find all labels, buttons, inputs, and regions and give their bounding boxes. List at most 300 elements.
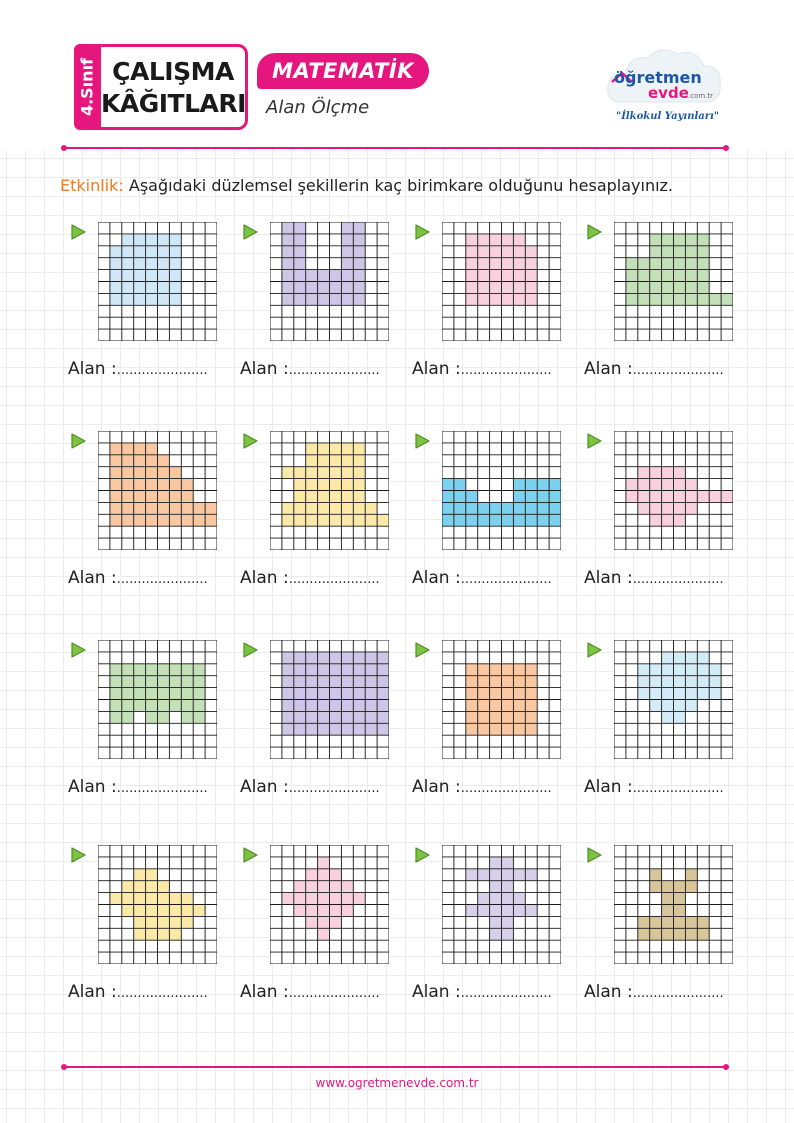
- area-answer-field[interactable]: [584, 568, 724, 588]
- area-label: Alan :: [240, 359, 289, 379]
- shaded-unit-square: [306, 664, 318, 676]
- exercise-card: [584, 431, 754, 631]
- shaded-unit-square: [353, 893, 365, 905]
- area-label: Alan :: [412, 982, 461, 1002]
- shaded-unit-square: [318, 664, 330, 676]
- area-blank-line[interactable]: ......................: [632, 363, 724, 378]
- shaded-unit-square: [330, 502, 342, 514]
- shaded-unit-square: [294, 293, 306, 305]
- area-answer-field[interactable]: [412, 568, 552, 588]
- shaded-unit-square: [282, 246, 294, 258]
- shaded-unit-square: [490, 293, 502, 305]
- shaded-unit-square: [306, 676, 318, 688]
- shaded-unit-square: [454, 514, 466, 526]
- shaded-unit-square: [513, 258, 525, 270]
- shaded-unit-square: [134, 514, 146, 526]
- shaded-unit-square: [674, 246, 686, 258]
- shaded-unit-square: [513, 491, 525, 503]
- shaded-unit-square: [650, 688, 662, 700]
- shaded-unit-square: [478, 711, 490, 723]
- area-blank-line[interactable]: ......................: [116, 572, 208, 587]
- shaded-unit-square: [306, 652, 318, 664]
- shaded-unit-square: [513, 700, 525, 712]
- shaded-unit-square: [353, 652, 365, 664]
- shaded-unit-square: [330, 293, 342, 305]
- shaded-unit-square: [318, 928, 330, 940]
- shaded-unit-square: [377, 723, 389, 735]
- shaded-unit-square: [134, 491, 146, 503]
- shaded-unit-square: [466, 234, 478, 246]
- shaded-unit-square: [341, 711, 353, 723]
- area-blank-line[interactable]: ......................: [116, 363, 208, 378]
- shaded-unit-square: [478, 502, 490, 514]
- shaded-unit-square: [158, 893, 170, 905]
- shaded-unit-square: [466, 491, 478, 503]
- shaded-unit-square: [146, 270, 158, 282]
- shaded-unit-square: [294, 222, 306, 234]
- shaded-unit-square: [146, 258, 158, 270]
- shaded-unit-square: [697, 234, 709, 246]
- shaded-unit-square: [169, 491, 181, 503]
- shaded-unit-square: [318, 688, 330, 700]
- exercise-card: [412, 640, 582, 840]
- shaded-unit-square: [685, 664, 697, 676]
- shaded-unit-square: [158, 881, 170, 893]
- area-answer-field[interactable]: [240, 568, 380, 588]
- shaded-unit-square: [490, 916, 502, 928]
- shaded-unit-square: [341, 246, 353, 258]
- shaded-unit-square: [638, 479, 650, 491]
- shaded-unit-square: [490, 905, 502, 917]
- shaded-unit-square: [697, 664, 709, 676]
- shaded-unit-square: [662, 905, 674, 917]
- shaded-unit-square: [353, 700, 365, 712]
- shaded-unit-square: [181, 688, 193, 700]
- shaded-unit-square: [146, 916, 158, 928]
- shaded-unit-square: [110, 700, 122, 712]
- grade-tab: [74, 44, 100, 130]
- exercise-card: [240, 222, 410, 422]
- shaded-unit-square: [490, 700, 502, 712]
- shaded-unit-square: [134, 881, 146, 893]
- shaded-unit-square: [330, 723, 342, 735]
- shaded-unit-square: [146, 711, 158, 723]
- shaded-unit-square: [626, 491, 638, 503]
- unit-square-grid: [614, 222, 733, 341]
- shaded-unit-square: [330, 652, 342, 664]
- shaded-unit-square: [318, 700, 330, 712]
- shaded-unit-square: [650, 270, 662, 282]
- unit-square-grid: [98, 222, 217, 341]
- shaded-unit-square: [365, 723, 377, 735]
- area-answer-field[interactable]: [412, 777, 552, 797]
- shaded-unit-square: [478, 234, 490, 246]
- shaded-unit-square: [638, 664, 650, 676]
- shaded-unit-square: [638, 270, 650, 282]
- area-blank-line[interactable]: ......................: [460, 363, 552, 378]
- shaded-unit-square: [466, 664, 478, 676]
- shaded-unit-square: [674, 711, 686, 723]
- shaded-unit-square: [122, 881, 134, 893]
- shaded-unit-square: [134, 234, 146, 246]
- shaded-unit-square: [110, 664, 122, 676]
- shaded-unit-square: [549, 514, 561, 526]
- shaded-unit-square: [502, 664, 514, 676]
- shaded-unit-square: [330, 455, 342, 467]
- shaded-unit-square: [466, 676, 478, 688]
- area-blank-line[interactable]: ......................: [288, 363, 380, 378]
- shaded-unit-square: [502, 502, 514, 514]
- shaded-unit-square: [525, 700, 537, 712]
- shaded-unit-square: [502, 246, 514, 258]
- shaded-unit-square: [341, 222, 353, 234]
- shaded-unit-square: [330, 467, 342, 479]
- area-blank-line[interactable]: ......................: [460, 986, 552, 1001]
- shaded-unit-square: [674, 700, 686, 712]
- shaded-unit-square: [306, 502, 318, 514]
- instruction: [60, 176, 673, 195]
- shaded-unit-square: [466, 514, 478, 526]
- area-blank-line[interactable]: ......................: [116, 781, 208, 796]
- shaded-unit-square: [674, 688, 686, 700]
- area-blank-line[interactable]: ......................: [460, 572, 552, 587]
- shaded-unit-square: [525, 676, 537, 688]
- shaded-unit-square: [650, 676, 662, 688]
- shaded-unit-square: [662, 676, 674, 688]
- shaded-unit-square: [110, 258, 122, 270]
- shaded-unit-square: [330, 688, 342, 700]
- shaded-unit-square: [502, 293, 514, 305]
- shaded-unit-square: [282, 676, 294, 688]
- area-blank-line[interactable]: ......................: [632, 986, 724, 1001]
- shaded-unit-square: [650, 514, 662, 526]
- exercise-card: [412, 431, 582, 631]
- unit-square-grid: [98, 845, 217, 964]
- play-arrow-icon: [412, 431, 432, 451]
- area-answer-field[interactable]: [68, 568, 208, 588]
- shaded-unit-square: [478, 258, 490, 270]
- shaded-unit-square: [169, 282, 181, 294]
- shaded-unit-square: [626, 479, 638, 491]
- shaded-unit-square: [525, 293, 537, 305]
- shaded-unit-square: [318, 467, 330, 479]
- shaded-unit-square: [134, 664, 146, 676]
- shaded-unit-square: [294, 723, 306, 735]
- shaded-unit-square: [146, 928, 158, 940]
- shaded-unit-square: [294, 652, 306, 664]
- shaded-unit-square: [454, 479, 466, 491]
- shaded-unit-square: [478, 676, 490, 688]
- footer-url: www.ogretmenevde.com.tr: [315, 1076, 479, 1090]
- shaded-unit-square: [181, 664, 193, 676]
- shaded-unit-square: [685, 258, 697, 270]
- shaded-unit-square: [650, 282, 662, 294]
- shaded-unit-square: [674, 893, 686, 905]
- shaded-unit-square: [662, 479, 674, 491]
- shaded-unit-square: [169, 293, 181, 305]
- shaded-unit-square: [697, 258, 709, 270]
- area-answer-field[interactable]: [68, 982, 208, 1002]
- shaded-unit-square: [318, 293, 330, 305]
- shaded-unit-square: [466, 246, 478, 258]
- shaded-unit-square: [158, 246, 170, 258]
- area-blank-line[interactable]: ......................: [460, 781, 552, 796]
- exercise-card: [412, 845, 582, 1045]
- play-arrow-icon: [584, 431, 604, 451]
- shaded-unit-square: [134, 282, 146, 294]
- unit-square-grid: [442, 222, 561, 341]
- shaded-unit-square: [122, 234, 134, 246]
- shaded-unit-square: [318, 514, 330, 526]
- shaded-unit-square: [478, 723, 490, 735]
- unit-square-grid: [270, 845, 389, 964]
- shaded-unit-square: [513, 479, 525, 491]
- area-answer-field[interactable]: [240, 982, 380, 1002]
- instruction-text: Aşağıdaki düzlemsel şekillerin kaç birimkare olduğunu hesaplayınız.: [123, 176, 674, 195]
- area-label: Alan :: [412, 359, 461, 379]
- shaded-unit-square: [318, 916, 330, 928]
- area-blank-line[interactable]: ......................: [632, 781, 724, 796]
- shaded-unit-square: [502, 234, 514, 246]
- shaded-unit-square: [330, 916, 342, 928]
- shaded-unit-square: [685, 246, 697, 258]
- shaded-unit-square: [110, 688, 122, 700]
- area-answer-field[interactable]: [240, 359, 380, 379]
- shaded-unit-square: [146, 246, 158, 258]
- shaded-unit-square: [341, 514, 353, 526]
- shaded-unit-square: [294, 246, 306, 258]
- shaded-unit-square: [282, 234, 294, 246]
- shaded-unit-square: [537, 491, 549, 503]
- shaded-unit-square: [146, 869, 158, 881]
- shaded-unit-square: [478, 893, 490, 905]
- shaded-unit-square: [169, 905, 181, 917]
- shaded-unit-square: [709, 664, 721, 676]
- shaded-unit-square: [377, 676, 389, 688]
- area-blank-line[interactable]: ......................: [288, 986, 380, 1001]
- shaded-unit-square: [442, 479, 454, 491]
- shaded-unit-square: [513, 293, 525, 305]
- shaded-unit-square: [513, 514, 525, 526]
- area-answer-field[interactable]: [68, 359, 208, 379]
- shaded-unit-square: [685, 869, 697, 881]
- shaded-unit-square: [158, 676, 170, 688]
- shaded-unit-square: [525, 723, 537, 735]
- shaded-unit-square: [513, 502, 525, 514]
- exercise-card: [68, 845, 238, 1045]
- shaded-unit-square: [674, 664, 686, 676]
- shaded-unit-square: [110, 293, 122, 305]
- shaded-unit-square: [650, 293, 662, 305]
- shaded-unit-square: [158, 688, 170, 700]
- shaded-unit-square: [306, 905, 318, 917]
- area-answer-field[interactable]: [584, 777, 724, 797]
- exercise-card: [240, 640, 410, 840]
- area-answer-field[interactable]: [68, 777, 208, 797]
- unit-square-grid: [98, 640, 217, 759]
- shaded-unit-square: [169, 246, 181, 258]
- shaded-unit-square: [365, 711, 377, 723]
- shaded-unit-square: [146, 234, 158, 246]
- shaded-unit-square: [697, 928, 709, 940]
- logo-text-bottom: evde: [648, 84, 689, 102]
- shaded-unit-square: [282, 664, 294, 676]
- shaded-unit-square: [674, 258, 686, 270]
- shaded-unit-square: [294, 479, 306, 491]
- shaded-unit-square: [674, 652, 686, 664]
- area-label: Alan :: [240, 568, 289, 588]
- shaded-unit-square: [110, 491, 122, 503]
- shaded-unit-square: [662, 491, 674, 503]
- publisher-logo: [604, 42, 724, 128]
- shaded-unit-square: [146, 443, 158, 455]
- shaded-unit-square: [169, 664, 181, 676]
- shaded-unit-square: [709, 293, 721, 305]
- shaded-unit-square: [674, 905, 686, 917]
- shaded-unit-square: [697, 270, 709, 282]
- shaded-unit-square: [193, 502, 205, 514]
- shaded-unit-square: [697, 282, 709, 294]
- shaded-unit-square: [282, 723, 294, 735]
- shaded-unit-square: [638, 491, 650, 503]
- shaded-unit-square: [697, 916, 709, 928]
- shaded-unit-square: [525, 258, 537, 270]
- shaded-unit-square: [685, 700, 697, 712]
- shaded-unit-square: [377, 664, 389, 676]
- shaded-unit-square: [650, 664, 662, 676]
- unit-square-grid: [98, 431, 217, 550]
- shaded-unit-square: [466, 502, 478, 514]
- shaded-unit-square: [685, 293, 697, 305]
- shaded-unit-square: [674, 282, 686, 294]
- shaded-unit-square: [306, 455, 318, 467]
- unit-square-grid: [442, 431, 561, 550]
- shaded-unit-square: [502, 711, 514, 723]
- area-blank-line[interactable]: ......................: [632, 572, 724, 587]
- shaded-unit-square: [513, 676, 525, 688]
- shaded-unit-square: [353, 491, 365, 503]
- shaded-unit-square: [662, 664, 674, 676]
- shaded-unit-square: [549, 491, 561, 503]
- shaded-unit-square: [525, 270, 537, 282]
- subtopic-label: Alan Ölçme: [266, 97, 370, 118]
- shaded-unit-square: [626, 270, 638, 282]
- shaded-unit-square: [537, 514, 549, 526]
- shaded-unit-square: [134, 270, 146, 282]
- shaded-unit-square: [709, 676, 721, 688]
- shaded-unit-square: [134, 676, 146, 688]
- shaded-unit-square: [502, 869, 514, 881]
- shaded-unit-square: [513, 688, 525, 700]
- area-blank-line[interactable]: ......................: [116, 986, 208, 1001]
- grade-label: 4.Sınıf: [77, 57, 97, 117]
- area-answer-field[interactable]: [412, 359, 552, 379]
- shaded-unit-square: [490, 502, 502, 514]
- exercise-card: [68, 222, 238, 422]
- shaded-unit-square: [146, 881, 158, 893]
- shaded-unit-square: [134, 700, 146, 712]
- shaded-unit-square: [502, 700, 514, 712]
- shaded-unit-square: [353, 455, 365, 467]
- shaded-unit-square: [513, 282, 525, 294]
- shaded-unit-square: [662, 700, 674, 712]
- shaded-unit-square: [341, 479, 353, 491]
- shaded-unit-square: [662, 282, 674, 294]
- shaded-unit-square: [294, 502, 306, 514]
- shaded-unit-square: [110, 502, 122, 514]
- area-answer-field[interactable]: [584, 982, 724, 1002]
- shaded-unit-square: [318, 479, 330, 491]
- area-answer-field[interactable]: [412, 982, 552, 1002]
- shaded-unit-square: [318, 893, 330, 905]
- shaded-unit-square: [341, 282, 353, 294]
- shaded-unit-square: [662, 928, 674, 940]
- shaded-unit-square: [330, 893, 342, 905]
- shaded-unit-square: [134, 916, 146, 928]
- shaded-unit-square: [502, 270, 514, 282]
- shaded-unit-square: [158, 234, 170, 246]
- shaded-unit-square: [674, 916, 686, 928]
- shaded-unit-square: [146, 664, 158, 676]
- area-answer-field[interactable]: [240, 777, 380, 797]
- shaded-unit-square: [169, 916, 181, 928]
- unit-square-grid: [614, 640, 733, 759]
- shaded-unit-square: [662, 270, 674, 282]
- shaded-unit-square: [294, 688, 306, 700]
- area-answer-field[interactable]: [584, 359, 724, 379]
- shaded-unit-square: [110, 514, 122, 526]
- shaded-unit-square: [122, 676, 134, 688]
- shaded-unit-square: [454, 502, 466, 514]
- shaded-unit-square: [169, 514, 181, 526]
- shaded-unit-square: [318, 676, 330, 688]
- shaded-unit-square: [318, 723, 330, 735]
- shaded-unit-square: [282, 688, 294, 700]
- shaded-unit-square: [490, 869, 502, 881]
- shaded-unit-square: [466, 711, 478, 723]
- shaded-unit-square: [365, 514, 377, 526]
- shaded-unit-square: [294, 881, 306, 893]
- shaded-unit-square: [490, 711, 502, 723]
- area-label: Alan :: [584, 568, 633, 588]
- shaded-unit-square: [306, 711, 318, 723]
- shaded-unit-square: [122, 282, 134, 294]
- shaded-unit-square: [158, 467, 170, 479]
- shaded-unit-square: [353, 246, 365, 258]
- shaded-unit-square: [282, 652, 294, 664]
- shaded-unit-square: [282, 467, 294, 479]
- shaded-unit-square: [685, 282, 697, 294]
- shaded-unit-square: [341, 893, 353, 905]
- area-label: Alan :: [584, 359, 633, 379]
- shaded-unit-square: [478, 688, 490, 700]
- shaded-unit-square: [353, 467, 365, 479]
- shaded-unit-square: [294, 711, 306, 723]
- shaded-unit-square: [110, 443, 122, 455]
- area-label: Alan :: [240, 777, 289, 797]
- play-arrow-icon: [412, 845, 432, 865]
- shaded-unit-square: [377, 700, 389, 712]
- area-label: Alan :: [412, 568, 461, 588]
- shaded-unit-square: [282, 270, 294, 282]
- shaded-unit-square: [478, 246, 490, 258]
- shaded-unit-square: [365, 664, 377, 676]
- area-blank-line[interactable]: ......................: [288, 781, 380, 796]
- shaded-unit-square: [169, 893, 181, 905]
- title-line-1: ÇALIŞMA: [112, 57, 234, 86]
- area-blank-line[interactable]: ......................: [288, 572, 380, 587]
- shaded-unit-square: [318, 711, 330, 723]
